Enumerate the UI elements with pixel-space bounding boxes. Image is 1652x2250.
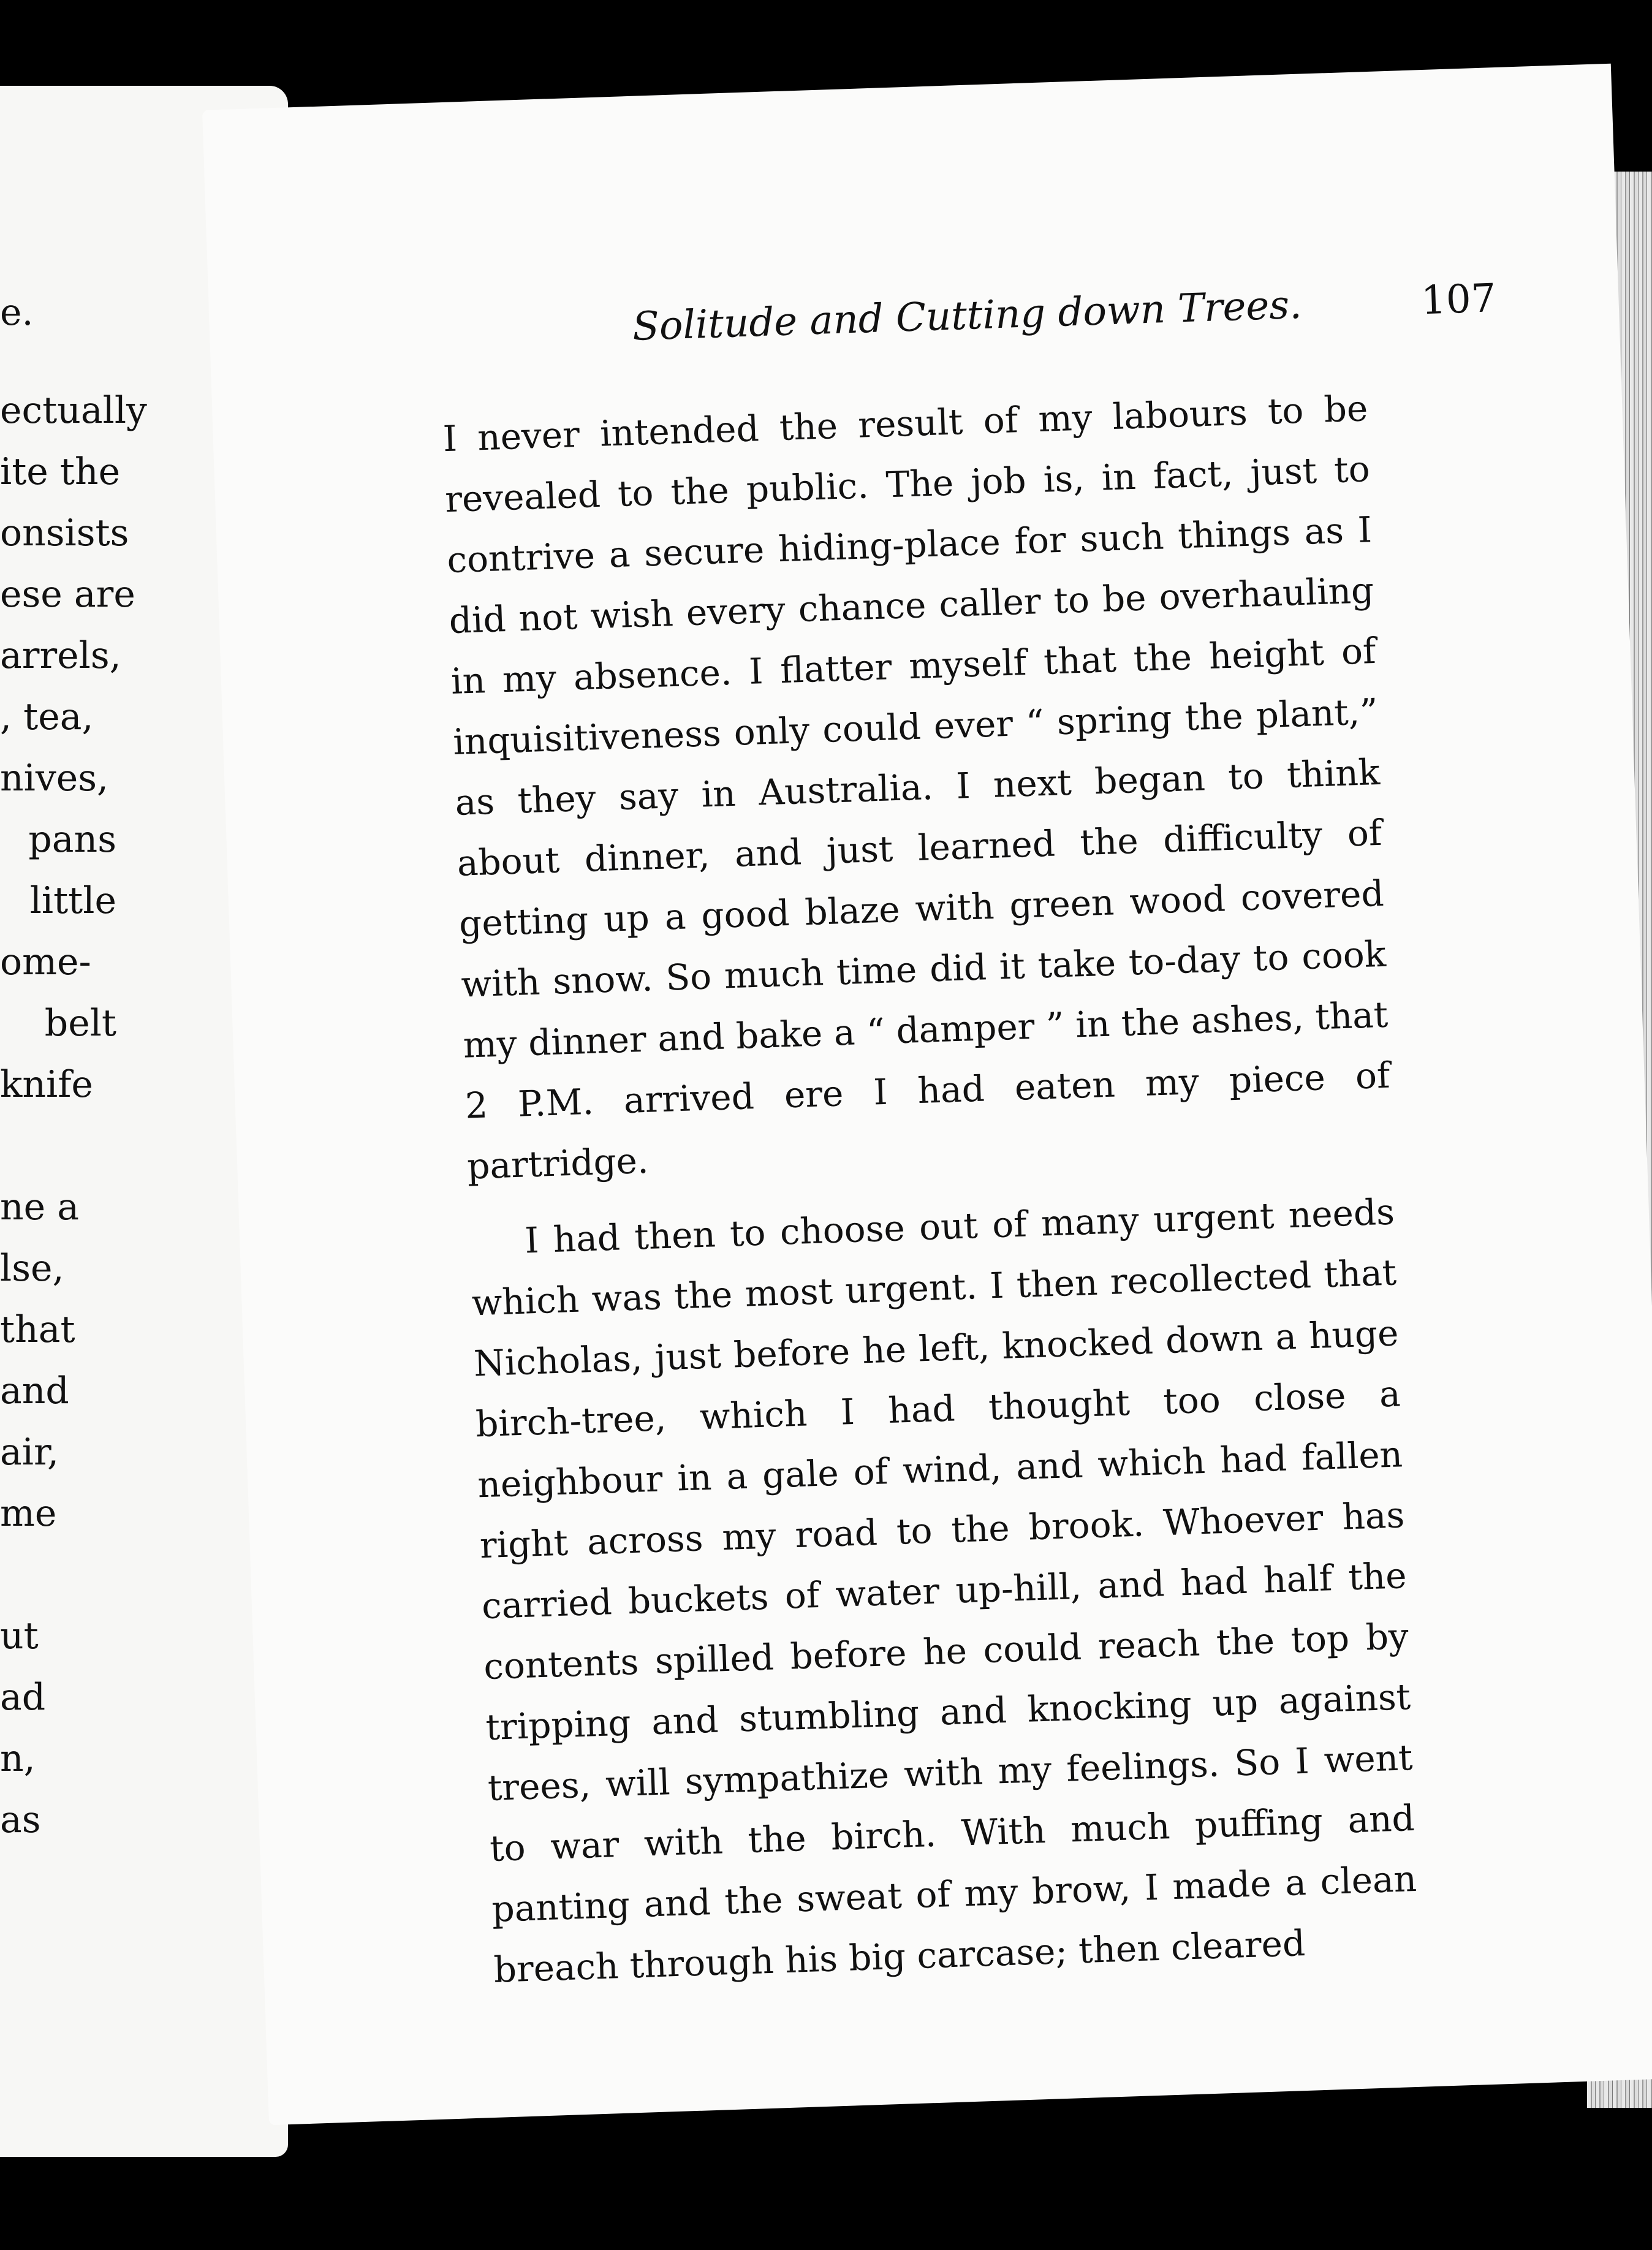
left-fragment: ome-	[0, 941, 91, 983]
right-page	[202, 64, 1652, 2125]
left-fragment: knife	[0, 1063, 93, 1106]
left-fragment: ite the	[0, 450, 121, 493]
running-head: Solitude and Cutting down Trees.	[631, 282, 1303, 350]
left-fragment: n,	[0, 1737, 36, 1780]
paragraph: I never intended the result of my labours to be revealed to the public. The job is, in fact, just to contrive a secure hiding-place for such things as I did not wish every chance caller to be overhauling in my absence. I flatter myself that the height of inquisitiveness only could ever “ spring the plant,” as they say in Australia. I next began to think about dinner, and just learned the difficulty of getting up a good blaze with green wood covered with snow. So much time did it take to-day to cook my dinner and bake a “ damper ” in the ashes, that 2 P.M. arrived ere I had eaten my piece of partridge.	[442, 387, 1391, 1188]
left-fragment: belt	[44, 1002, 116, 1045]
left-fragment: little	[29, 879, 116, 922]
left-fragment: ut	[0, 1615, 39, 1657]
left-fragment: , tea,	[0, 695, 94, 738]
left-fragment: e.	[0, 291, 34, 334]
left-fragment: pans	[28, 818, 116, 861]
left-fragment: lse,	[0, 1247, 64, 1290]
body-text	[442, 378, 1419, 2001]
left-fragment: ese are	[0, 573, 135, 616]
left-fragment: ne a	[0, 1186, 79, 1229]
left-fragment: onsists	[0, 512, 129, 555]
left-fragment: ad	[0, 1676, 46, 1719]
paragraph: I had then to choose out of many urgent needs which was the most urgent. I then recollected that Nicholas, just before he left, knocked down a huge birch-tree, which I had thought too close a neighbour in a gale of wind, and which had fallen right across my road to the brook. Whoever has carried buckets of water up-hill, and had half the contents spilled before he could reach the top by tripping and stumbling and knocking up against trees, will sympathize with my feelings. So I went to war with the birch. With much puffing and panting and the sweat of my brow, I made a clean breach through his big carcase; then cleared	[471, 1191, 1417, 1991]
left-fragment: ectually	[0, 389, 147, 432]
page-number: 107	[1420, 276, 1497, 324]
left-fragment: as	[0, 1798, 41, 1841]
left-fragment: air,	[0, 1431, 59, 1474]
left-fragment: that	[0, 1308, 75, 1351]
page-header	[632, 276, 1497, 360]
left-fragment: nives,	[0, 757, 109, 800]
left-fragment: and	[0, 1369, 69, 1412]
left-fragment: arrels,	[0, 634, 121, 677]
left-fragment: me	[0, 1492, 57, 1535]
